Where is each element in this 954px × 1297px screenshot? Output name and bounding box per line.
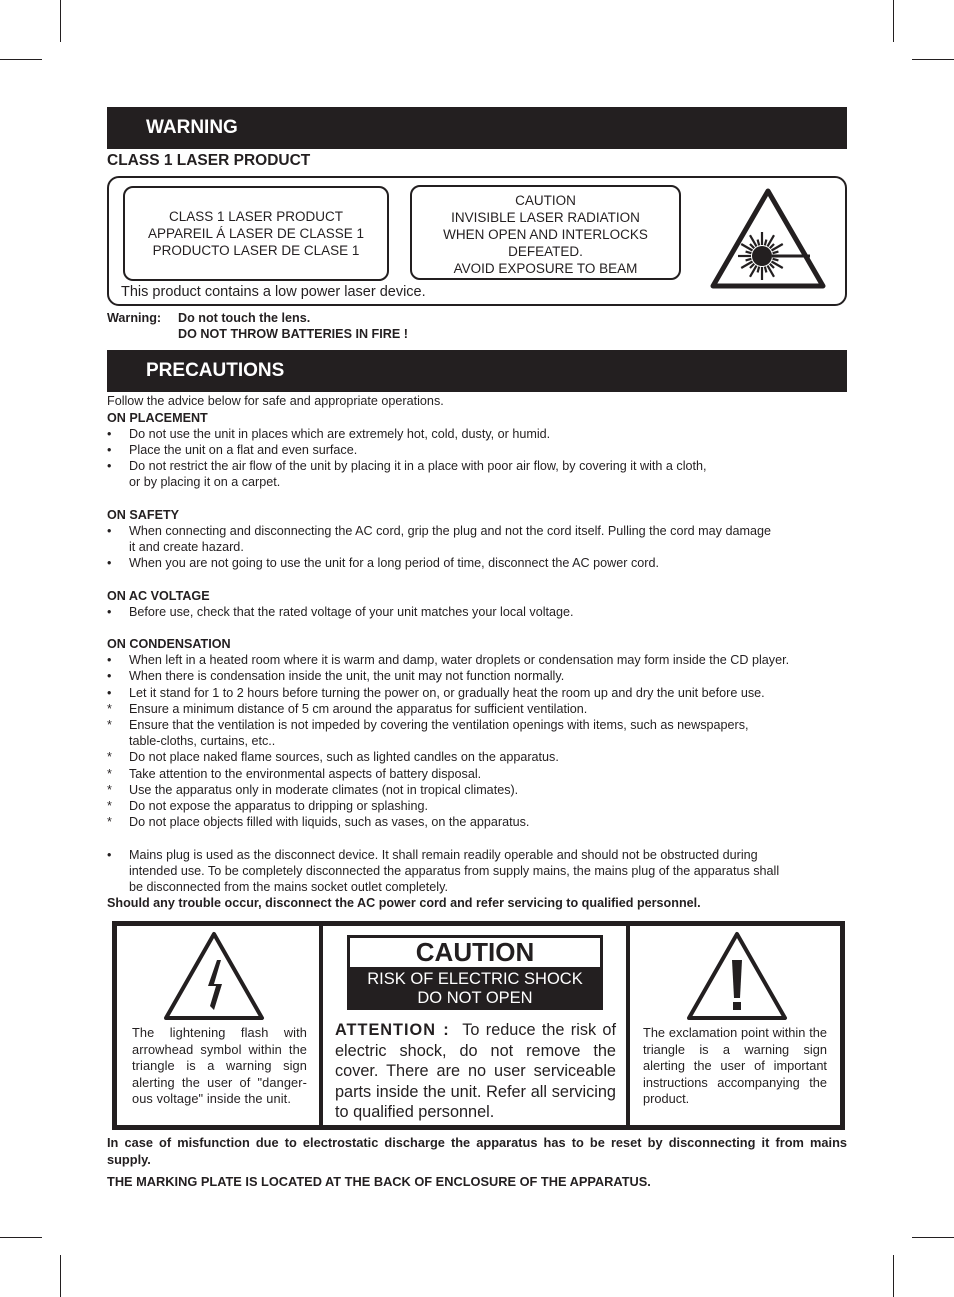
crop-mark xyxy=(912,1237,954,1238)
list-item-text: Do not place objects filled with liquids, such as vases, on the apparatus. xyxy=(129,815,530,829)
list-item xyxy=(107,555,847,571)
exclamation-description: The exclamation point within the triangle is a warning sign alerting the user of important instructions accompanying the product. xyxy=(643,1025,827,1107)
list-item xyxy=(107,782,847,798)
star-marker: * xyxy=(107,799,112,813)
label-line: CAUTION xyxy=(515,193,576,208)
list-item-text: When there is condensation inside the unit, the unit may not function normally. xyxy=(129,669,565,683)
caution-cell-left xyxy=(117,926,319,1125)
star-marker: * xyxy=(107,702,112,716)
list-item-text: Let it stand for 1 to 2 hours before turning the power on, or gradually heat the room up and dry the unit before use. xyxy=(129,686,765,700)
label-line: APPAREIL Á LASER DE CLASSE 1 xyxy=(147,226,365,241)
list-item-text: Do not use the unit in places which are extremely hot, cold, dusty, or humid. xyxy=(129,427,551,441)
crop-mark xyxy=(60,0,61,42)
bullet: • xyxy=(107,459,112,473)
list-item xyxy=(107,847,847,895)
lens-warning-line: Do not touch the lens. xyxy=(178,311,311,325)
precautions-intro: Follow the advice below for safe and appropriate operations. xyxy=(107,394,444,408)
laser-class-label xyxy=(123,186,389,281)
trouble-notice: Should any trouble occur, disconnect the AC power cord and refer servicing to qualified personnel. xyxy=(107,896,701,910)
list-item xyxy=(107,442,847,458)
marking-plate-notice: THE MARKING PLATE IS LOCATED AT THE BACK OF ENCLOSURE OF THE APPARATUS. xyxy=(107,1174,651,1189)
battery-warning-line: DO NOT THROW BATTERIES IN FIRE ! xyxy=(178,327,408,341)
caution-subtitle: RISK OF ELECTRIC SHOCK xyxy=(367,970,583,988)
star-marker: * xyxy=(107,783,112,797)
crop-mark xyxy=(912,59,954,60)
list-item-text: Do not restrict the air flow of the unit by placing it in a place with poor air flow, by covering it with a cloth, or by placing it on a carpet. xyxy=(129,459,707,489)
label-line: PRODUCTO LASER DE CLASE 1 xyxy=(152,243,360,258)
exclamation-triangle-icon xyxy=(685,930,789,1022)
list-item-text: Ensure a minimum distance of 5 cm around the apparatus for sufficient ventilation. xyxy=(129,702,588,716)
label-line: CLASS 1 LASER PRODUCT xyxy=(168,209,344,224)
list-item-text: When left in a heated room where it is warm and damp, water droplets or condensation may form inside the CD player. xyxy=(129,653,790,667)
list-item-text: Take attention to the environmental aspects of battery disposal. xyxy=(129,767,482,781)
caution-cell-center xyxy=(323,926,626,1125)
list-item-text: Before use, check that the rated voltage of your unit matches your local voltage. xyxy=(129,605,574,619)
bullet: • xyxy=(107,443,112,457)
star-marker: * xyxy=(107,815,112,829)
list-item xyxy=(107,604,847,620)
label-line: AVOID EXPOSURE TO BEAM xyxy=(453,261,638,276)
lightning-description: The lightening flash with arrowhead symbol within the triangle is a warning sign alerting the user of "danger-ous voltage" inside the unit. xyxy=(132,1025,307,1107)
attention-paragraph xyxy=(335,1020,616,1123)
list-item xyxy=(107,749,847,765)
label-line: DEFEATED. xyxy=(508,244,583,259)
warning-heading: WARNING xyxy=(107,107,847,149)
list-item-text: When connecting and disconnecting the AC cord, grip the plug and not the cord itself. Pulling the cord may damage it and create hazard. xyxy=(129,524,771,554)
esd-notice: In case of misfunction due to electrostatic discharge the apparatus has to be reset by disconnecting it from mains supply. xyxy=(107,1135,847,1167)
list-item xyxy=(107,652,847,668)
lens-warning-prefix: Warning: xyxy=(107,311,162,325)
list-item xyxy=(107,668,847,684)
bullet: • xyxy=(107,653,112,667)
list-item xyxy=(107,717,847,749)
list-item xyxy=(107,798,847,814)
crop-mark xyxy=(0,59,42,60)
bullet: • xyxy=(107,605,112,619)
bullet: • xyxy=(107,686,112,700)
list-item-text: Use the apparatus only in moderate climates (not in tropical climates). xyxy=(129,783,519,797)
bullet: • xyxy=(107,669,112,683)
list-item xyxy=(107,426,847,442)
star-marker: * xyxy=(107,767,112,781)
lightning-triangle-icon xyxy=(162,930,266,1022)
caution-sign xyxy=(347,935,603,1010)
label-line: WHEN OPEN AND INTERLOCKS xyxy=(443,227,648,242)
list-item xyxy=(107,814,847,830)
section-title-safety: ON SAFETY xyxy=(107,508,180,522)
list-item-text: Mains plug is used as the disconnect device. It shall remain readily operable and should not be obstructed during intended use. To be completely disconnected the apparatus from supply mains, the mains plug of the apparatus shall be disconnected from the mains socket outlet completely. xyxy=(129,848,780,894)
list-item xyxy=(107,523,847,555)
list-item-text: Do not expose the apparatus to dripping or splashing. xyxy=(129,799,428,813)
section-title-placement: ON PLACEMENT xyxy=(107,411,208,425)
bullet: • xyxy=(107,524,112,538)
crop-mark xyxy=(0,1237,42,1238)
caution-subtitle: DO NOT OPEN xyxy=(417,989,533,1007)
caution-cell-right xyxy=(630,926,840,1125)
precautions-heading: PRECAUTIONS xyxy=(107,350,847,392)
caution-title: CAUTION xyxy=(350,938,600,967)
bullet: • xyxy=(107,848,112,862)
class-laser-title: CLASS 1 LASER PRODUCT xyxy=(107,152,311,169)
star-marker: * xyxy=(107,750,112,764)
crop-mark xyxy=(893,0,894,42)
attention-text: To reduce the risk of electric shock, do not remove the cover. There are no user serviceable parts inside the unit. Refer all servicing to qualified personnel. xyxy=(335,1021,616,1122)
list-item xyxy=(107,701,847,717)
low-power-note: This product contains a low power laser device. xyxy=(121,284,426,300)
star-marker: * xyxy=(107,718,112,732)
list-item xyxy=(107,766,847,782)
crop-mark xyxy=(60,1255,61,1297)
section-title-ac-voltage: ON AC VOLTAGE xyxy=(107,589,210,603)
list-item xyxy=(107,458,847,490)
attention-label: ATTENTION : xyxy=(335,1021,450,1039)
bullet: • xyxy=(107,427,112,441)
laser-caution-label xyxy=(410,185,681,280)
list-item-text: Do not place naked flame sources, such as lighted candles on the apparatus. xyxy=(129,750,559,764)
list-item-text: Place the unit on a flat and even surface. xyxy=(129,443,358,457)
list-item-text: When you are not going to use the unit for a long period of time, disconnect the AC power cord. xyxy=(129,556,659,570)
list-item xyxy=(107,685,847,701)
bullet: • xyxy=(107,556,112,570)
section-title-condensation: ON CONDENSATION xyxy=(107,637,231,651)
crop-mark xyxy=(893,1255,894,1297)
list-item-text: Ensure that the ventilation is not impeded by covering the ventilation openings with items, such as newspapers, table-cloths, curtains, etc.. xyxy=(129,718,749,748)
laser-hazard-icon xyxy=(710,188,826,290)
label-line: INVISIBLE LASER RADIATION xyxy=(451,210,640,225)
